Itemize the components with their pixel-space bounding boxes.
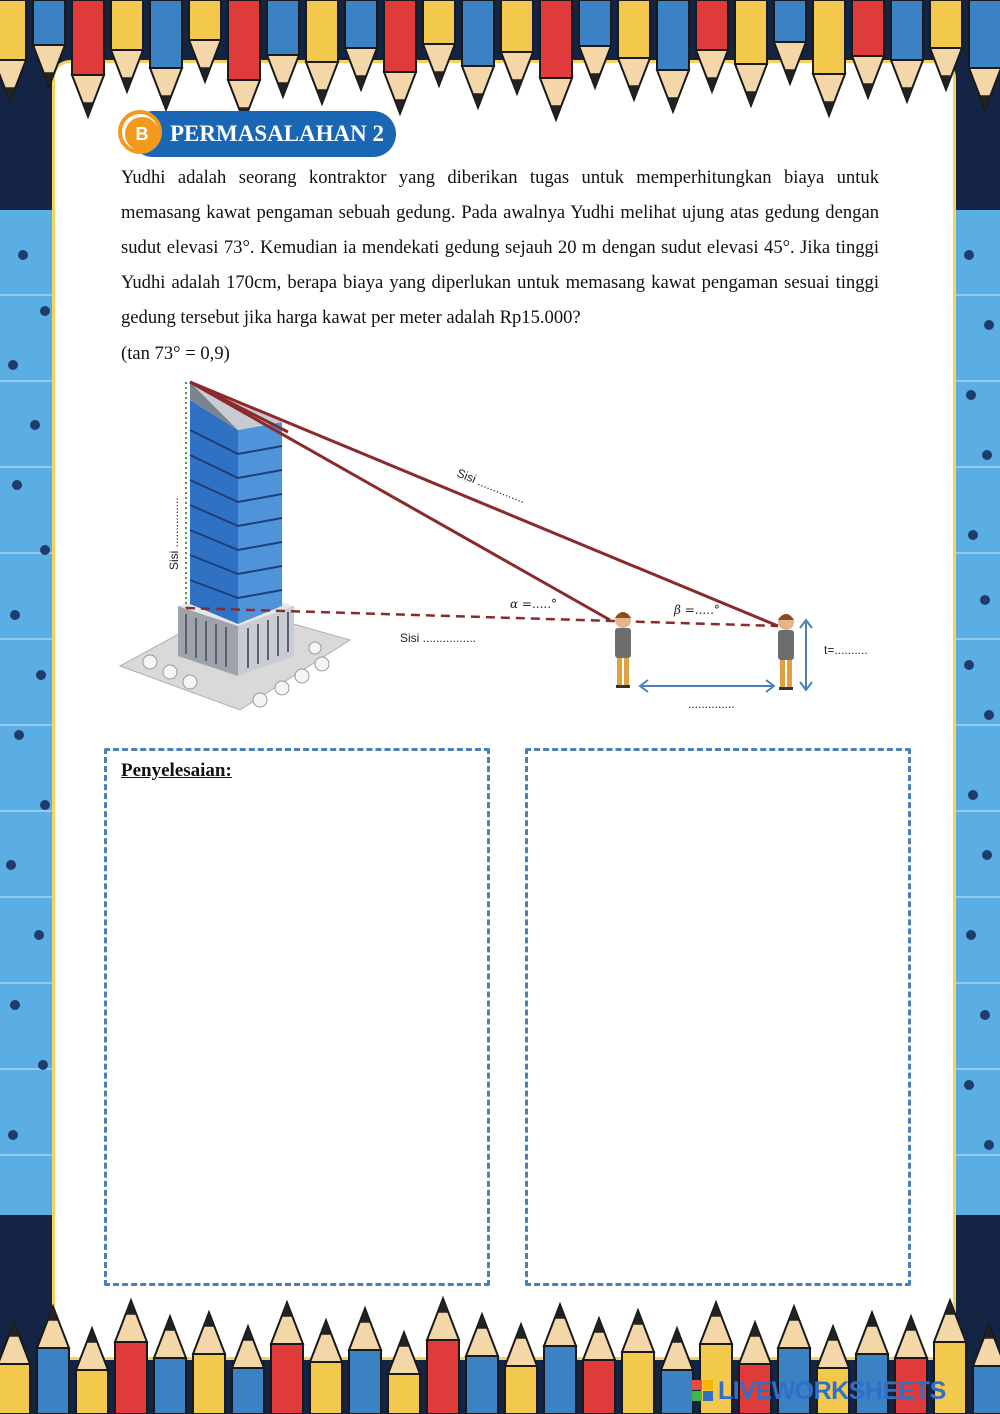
distance-arrow [640,680,774,692]
pencil-decoration [423,0,455,86]
pencil-decoration [349,1308,381,1414]
pencil-decoration [661,1328,693,1414]
section-badge [118,110,396,158]
elevation-diagram [110,370,900,720]
liveworksheets-watermark [692,1374,946,1408]
decor-dot [964,1080,974,1090]
pencil-decoration [0,1322,30,1414]
label-horizontal-side: Sisi ................ [400,631,477,645]
decor-dot [984,320,994,330]
pencil-decoration [501,0,533,94]
decor-dot [964,660,974,670]
solution-label: Penyelesaian: [121,760,232,781]
pencil-decoration [345,0,377,90]
pencil-decoration [774,0,806,84]
person-far [778,614,794,690]
pencil-decoration [76,1328,108,1414]
pencil-decoration [930,0,962,90]
pencil-decoration [310,1320,342,1414]
problem-text: Yudhi adalah seorang kontraktor yang diberikan tugas untuk memperhitungkan biaya untuk memasang kawat pengaman sebuah gedung. Pada awalnya Yudhi melihat ujung atas gedung dengan sudut elevasi 73°. Kemudian ia mendekati gedung sejauh 20 m dengan sudut elevasi 45°. Jika tinggi Yudhi adalah 170cm, berapa biaya yang diperlukan untuk memasang kawat pengaman sesuai tinggi gedung tersebut jika harga kawat per meter adalah Rp15.000? [121,167,879,328]
pencil-decoration [852,0,884,98]
pencil-decoration [466,1314,498,1414]
decor-dot [968,530,978,540]
pencil-decoration [618,0,650,100]
pencil-decoration [384,0,416,114]
pencil-decoration [271,1302,303,1414]
pencil-decoration [388,1332,420,1414]
pencil-decoration [232,1326,264,1414]
pencil-decoration [540,0,572,120]
decor-dot [984,710,994,720]
decor-dot [30,420,40,430]
pencil-decoration [657,0,689,112]
label-hypotenuse: Sisi ............... [454,465,528,507]
decor-dot [40,306,50,316]
pencil-decoration [462,0,494,108]
section-title: PERMASALAHAN 2 [170,121,385,146]
decor-dot [8,360,18,370]
given-formula: (tan 73° = 0,9) [121,343,230,364]
liveworksheets-logo-icon [692,1380,714,1402]
pencil-decoration [189,0,221,82]
watermark-text: LIVEWORKSHEETS [718,1376,946,1405]
pencil-decoration [0,0,26,102]
pencil-decoration [193,1312,225,1414]
pencil-decoration [150,0,182,110]
answer-box-left[interactable] [104,748,490,1286]
decor-dot [980,595,990,605]
height-arrow [800,620,812,690]
pencil-decoration [111,0,143,92]
pencil-decoration [579,0,611,88]
decor-dot [8,1130,18,1140]
pencil-decoration [267,0,299,97]
decor-dot [968,790,978,800]
label-beta: β =.....° [674,603,720,617]
decor-dot [12,480,22,490]
pencil-decoration [228,0,260,122]
pencil-decoration [583,1318,615,1414]
decor-dot [964,250,974,260]
pencil-decoration [306,0,338,104]
pencil-decoration [891,0,923,102]
decor-dot [38,1060,48,1070]
pencil-decoration [622,1310,654,1414]
decor-dot [980,1010,990,1020]
label-vertical-side: Sisi ............... [167,497,181,570]
pencil-decoration [544,1304,576,1414]
pencil-decoration [505,1324,537,1414]
decor-dot [14,730,24,740]
decor-dot [40,545,50,555]
label-alpha: α =.....° [510,597,558,611]
decor-dot [966,390,976,400]
pencil-decoration [154,1316,186,1414]
pencil-decoration [696,0,728,92]
pencil-decoration [33,0,65,87]
decor-dot [34,930,44,940]
pencil-decoration [735,0,767,106]
decor-dot [36,670,46,680]
pencil-decoration [813,0,845,116]
person-near [615,612,631,688]
decor-dot [40,800,50,810]
decor-dot [6,860,16,870]
decor-dot [984,1140,994,1150]
pencil-decoration [427,1298,459,1414]
pencil-decoration [115,1300,147,1414]
decor-dot [982,450,992,460]
decor-dot [982,850,992,860]
pencil-decoration [969,0,1000,110]
pencil-decoration [973,1324,1000,1414]
decor-dot [966,930,976,940]
badge-letter: B [125,117,159,151]
decor-dot [10,610,20,620]
decor-dot [18,250,28,260]
pencil-decoration [72,0,104,117]
label-height: t=.......... [824,643,868,657]
label-distance: .............. [688,697,735,711]
decor-dot [10,1000,20,1010]
pencil-decoration [37,1306,69,1414]
answer-box-right[interactable] [525,748,911,1286]
